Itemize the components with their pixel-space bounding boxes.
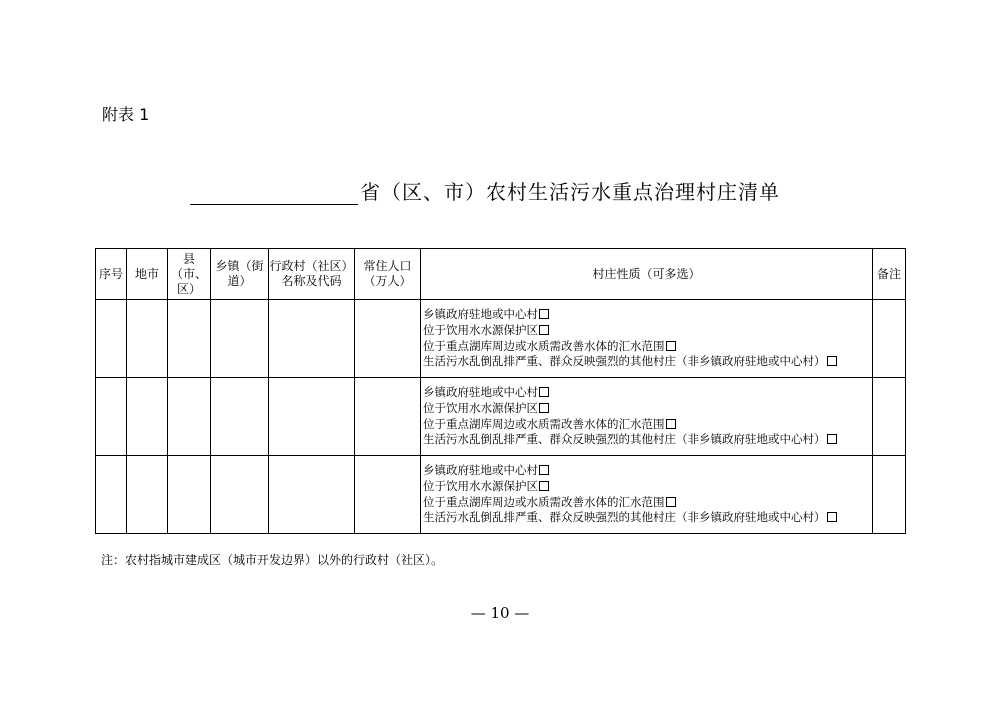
cell-population[interactable] — [355, 300, 421, 378]
option-catchment: 位于重点湖库周边或水质需改善水体的汇水范围 — [423, 417, 872, 433]
checkbox[interactable] — [539, 403, 549, 413]
checkbox[interactable] — [827, 434, 837, 444]
option-other-village: 生活污水乱倒乱排严重、群众反映强烈的其他村庄（非乡镇政府驻地或中心村） — [423, 432, 872, 448]
cell-remarks[interactable] — [873, 300, 906, 378]
header-population: 常住人口（万人） — [355, 249, 421, 300]
option-township-seat: 乡镇政府驻地或中心村 — [423, 385, 872, 401]
option-township-seat: 乡镇政府驻地或中心村 — [423, 307, 872, 323]
option-water-source: 位于饮用水水源保护区 — [423, 479, 872, 495]
header-index: 序号 — [96, 249, 127, 300]
checkbox[interactable] — [666, 341, 676, 351]
cell-township[interactable] — [211, 300, 269, 378]
cell-township[interactable] — [211, 378, 269, 456]
cell-county[interactable] — [168, 300, 211, 378]
checkbox[interactable] — [666, 419, 676, 429]
title-block — [190, 176, 780, 205]
cell-township[interactable] — [211, 456, 269, 534]
cell-city[interactable] — [127, 456, 168, 534]
option-water-source: 位于饮用水水源保护区 — [423, 401, 872, 417]
checkbox[interactable] — [666, 497, 676, 507]
header-city: 地市 — [127, 249, 168, 300]
table-footnote: 注：农村指城市建成区（城市开发边界）以外的行政村（社区）。 — [101, 553, 444, 567]
option-township-seat: 乡镇政府驻地或中心村 — [423, 463, 872, 479]
cell-county[interactable] — [168, 378, 211, 456]
option-catchment: 位于重点湖库周边或水质需改善水体的汇水范围 — [423, 495, 872, 511]
header-township: 乡镇（街道） — [211, 249, 269, 300]
checkbox[interactable] — [539, 465, 549, 475]
option-other-village: 生活污水乱倒乱排严重、群众反映强烈的其他村庄（非乡镇政府驻地或中心村） — [423, 354, 872, 370]
cell-remarks[interactable] — [873, 378, 906, 456]
cell-village[interactable] — [269, 456, 355, 534]
cell-index[interactable] — [96, 456, 127, 534]
cell-city[interactable] — [127, 300, 168, 378]
cell-population[interactable] — [355, 456, 421, 534]
page-title: 省（区、市）农村生活污水重点治理村庄清单 — [360, 180, 780, 204]
checkbox[interactable] — [539, 309, 549, 319]
cell-index[interactable] — [96, 378, 127, 456]
table-header-row — [96, 249, 906, 300]
province-blank-line — [190, 180, 358, 205]
cell-village[interactable] — [269, 378, 355, 456]
header-village-type: 村庄性质（可多选） — [421, 249, 873, 300]
header-village: 行政村（社区）名称及代码 — [269, 249, 355, 300]
cell-population[interactable] — [355, 378, 421, 456]
option-catchment: 位于重点湖库周边或水质需改善水体的汇水范围 — [423, 339, 872, 355]
table-row — [96, 378, 906, 456]
cell-index[interactable] — [96, 300, 127, 378]
cell-village[interactable] — [269, 300, 355, 378]
header-county: 县（市、区） — [168, 249, 211, 300]
village-list-table — [95, 248, 906, 534]
page-number: — 10 — — [470, 604, 530, 622]
cell-village-type — [421, 456, 873, 534]
option-other-village: 生活污水乱倒乱排严重、群众反映强烈的其他村庄（非乡镇政府驻地或中心村） — [423, 510, 872, 526]
header-remarks: 备注 — [873, 249, 906, 300]
cell-remarks[interactable] — [873, 456, 906, 534]
cell-village-type — [421, 378, 873, 456]
annex-label: 附表 1 — [102, 105, 150, 124]
checkbox[interactable] — [827, 356, 837, 366]
cell-city[interactable] — [127, 378, 168, 456]
checkbox[interactable] — [539, 325, 549, 335]
table-row — [96, 300, 906, 378]
table-row — [96, 456, 906, 534]
checkbox[interactable] — [539, 387, 549, 397]
checkbox[interactable] — [827, 512, 837, 522]
cell-county[interactable] — [168, 456, 211, 534]
checkbox[interactable] — [539, 481, 549, 491]
cell-village-type — [421, 300, 873, 378]
option-water-source: 位于饮用水水源保护区 — [423, 323, 872, 339]
